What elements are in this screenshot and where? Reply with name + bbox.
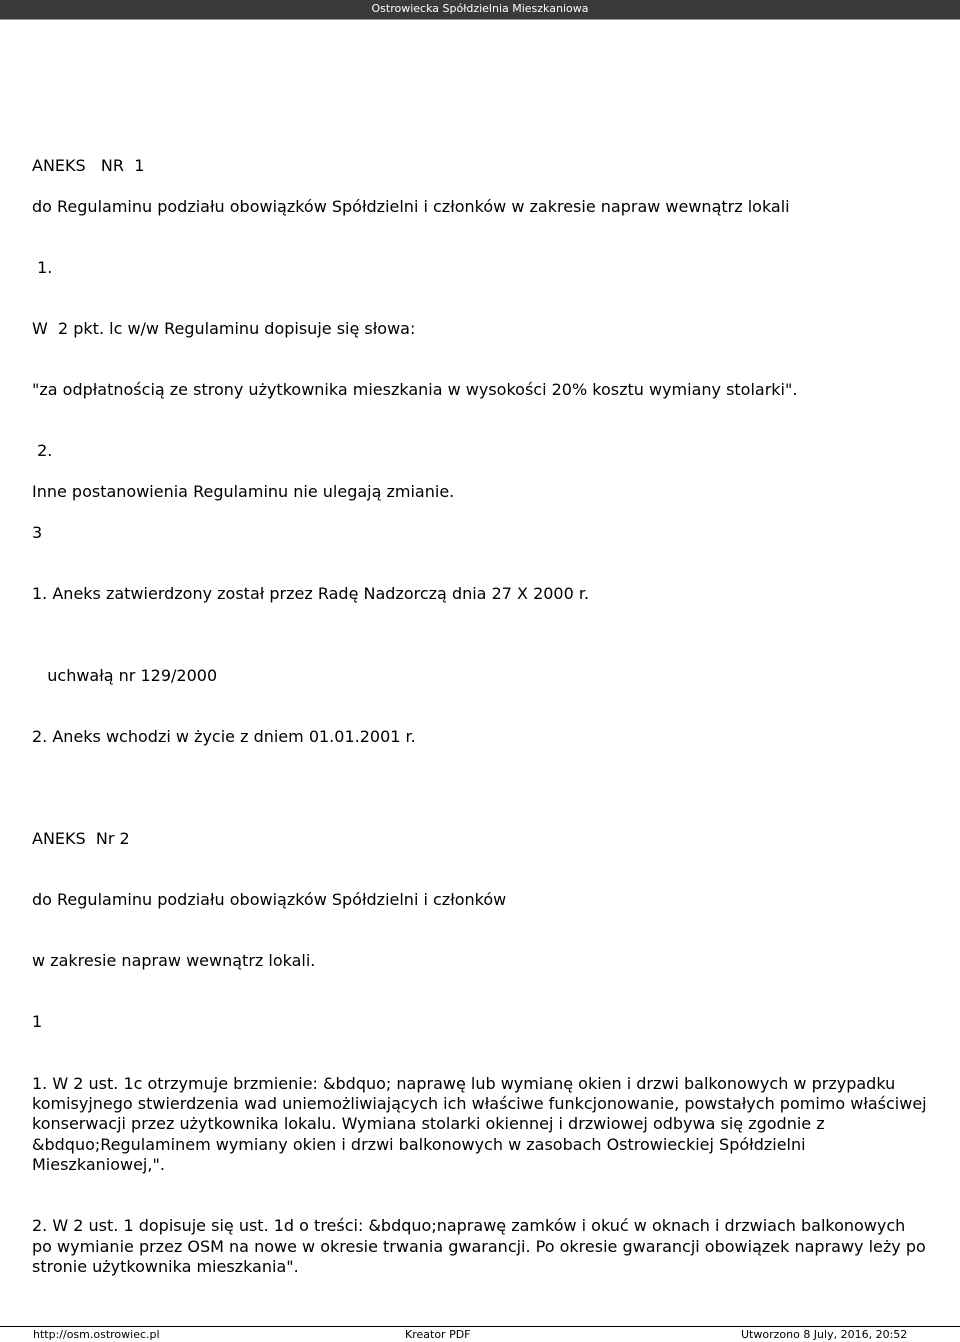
text-line	[32, 278, 927, 298]
text-line	[32, 299, 927, 319]
text-line	[32, 849, 927, 869]
text-line	[32, 1196, 927, 1216]
footer-created: Utworzono 8 July, 2016, 20:52	[741, 1328, 908, 1341]
text-line: Inne postanowienia Regulaminu nie ulegają zmianie.	[32, 482, 465, 502]
text-line: 2.	[32, 441, 58, 461]
paragraph-1: 1. W 2 ust. 1c otrzymuje brzmienie: &bdquo; naprawę lub wymianę okien i drzwi balkonowych w przypadku komisyjnego stwierdzenia wad uniemożliwiających ich właściwe funkcjonowanie, powstałych pomimo właściwej konserwacji przez użytkownika lokalu. Wymiana stolarki okiennej i drzwiowej odbywa się zgodnie z &bdquo;Regulaminem wymiany okien i drzwi balkonowych w zasobach Ostrowieckiej Spółdzielni Mieszkaniowej,".	[32, 1073, 927, 1175]
footer-generator: Kreator PDF	[405, 1328, 471, 1341]
header-title: Ostrowiecka Spółdzielnia Mieszkaniowa	[371, 2, 589, 15]
text-line	[32, 564, 927, 584]
footer-url[interactable]: http://osm.ostrowiec.pl	[33, 1328, 160, 1341]
paragraph-2: 2. W 2 ust. 1 dopisuje się ust. 1d o treści: &bdquo;naprawę zamków i okuć w oknach i drzwiach balkonowych po wymianie przez OSM na nowe w okresie trwania gwarancji. Po okresie gwarancji obowiązek naprawy leży po stronie użytkownika mieszkania".	[32, 1216, 926, 1277]
text-line	[32, 74, 927, 94]
text-line: uchwałą nr 129/2000	[32, 665, 223, 685]
header-bar	[0, 0, 960, 20]
text-line: 1	[32, 1012, 48, 1032]
text-line	[32, 910, 927, 930]
text-line	[32, 645, 927, 665]
text-line	[32, 992, 927, 1012]
text-line: "za odpłatnością ze strony użytkownika mieszkania w wysokości 20% kosztu wymiany stolarki".	[32, 380, 803, 400]
text-line	[32, 339, 927, 359]
text-line: do Regulaminu podziału obowiązków Spółdzielni i członków w zakresie napraw wewnątrz lokali	[32, 196, 795, 216]
document-body	[32, 54, 927, 1278]
footer	[0, 1326, 960, 1342]
text-line: do Regulaminu podziału obowiązków Spółdzielni i członków	[32, 890, 512, 910]
text-line	[32, 1033, 927, 1053]
text-line: 1. Aneks zatwierdzony został przez Radę Nadzorczą dnia 27 X 2000 r.	[32, 584, 595, 604]
text-line	[32, 686, 927, 706]
text-line: W 2 pkt. lc w/w Regulaminu dopisuje się słowa:	[32, 319, 421, 339]
text-line	[32, 54, 927, 74]
text-line	[32, 625, 927, 645]
line-group-b	[32, 1176, 927, 1217]
text-line	[32, 543, 927, 563]
header-divider	[0, 19, 960, 20]
text-line	[32, 115, 927, 135]
text-line	[32, 707, 927, 727]
text-line	[32, 788, 927, 808]
text-line	[32, 176, 927, 196]
text-line	[32, 1176, 927, 1196]
text-line: 3	[32, 522, 48, 542]
text-line	[32, 136, 927, 156]
text-line	[32, 217, 927, 237]
text-line: 1.	[32, 257, 58, 277]
text-line	[32, 401, 927, 421]
text-line	[32, 870, 927, 890]
text-line: 2. Aneks wchodzi w życie z dniem 01.01.2001 r.	[32, 726, 421, 746]
text-line	[32, 747, 927, 767]
text-line	[32, 972, 927, 992]
text-line	[32, 931, 927, 951]
text-line	[32, 238, 927, 258]
text-line	[32, 605, 927, 625]
text-line	[32, 421, 927, 441]
text-line: ANEKS Nr 2	[32, 828, 135, 848]
text-line	[32, 95, 927, 115]
text-line	[32, 768, 927, 788]
text-line	[32, 462, 927, 482]
text-line: w zakresie napraw wewnątrz lokali.	[32, 951, 321, 971]
text-line	[32, 503, 927, 523]
text-line	[32, 1053, 927, 1073]
text-line	[32, 808, 927, 828]
line-group-a	[32, 54, 927, 1074]
text-line: ANEKS NR 1	[32, 155, 150, 175]
text-line	[32, 360, 927, 380]
